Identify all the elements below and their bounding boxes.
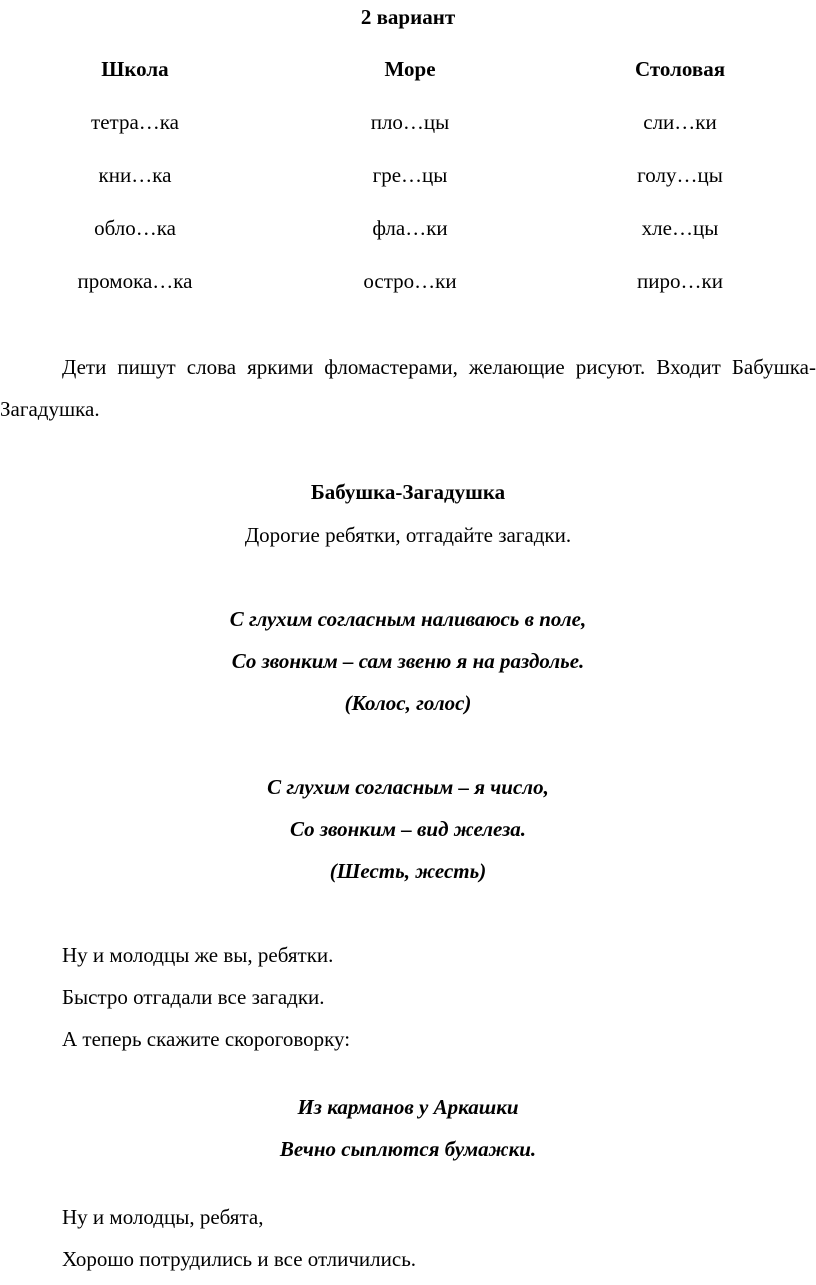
praise-line: А теперь скажите скороговорку: [62, 1027, 351, 1051]
riddle-line: Со звонким – сам звеню я на раздолье. [231, 649, 585, 673]
table-cell: обло…ка [94, 216, 176, 240]
table-header-canteen: Столовая [634, 57, 726, 81]
table-cell: фла…ки [372, 216, 448, 240]
riddle-line: С глухим согласным – я число, [267, 775, 549, 799]
riddle-line: С глухим согласным наливаюсь в поле, [229, 607, 587, 631]
table-cell: пло…цы [370, 110, 450, 134]
table-cell: гре…цы [372, 163, 448, 187]
riddle-answer: (Шесть, жесть) [329, 859, 487, 883]
stage-direction-paragraph: Дети пишут слова яркими фломастерами, желающие рисуют. Входит Бабушка-Загадушка. [0, 355, 816, 421]
closing-line: Хорошо потрудились и все отличились. [62, 1247, 417, 1271]
tongue-twister-line: Из карманов у Аркашки [297, 1095, 519, 1119]
tongue-twister-line: Вечно сыплются бумажки. [279, 1137, 537, 1161]
praise-line: Ну и молодцы же вы, ребятки. [62, 943, 334, 967]
riddle-answer: (Колос, голос) [344, 691, 472, 715]
table-header-sea: Море [384, 57, 436, 81]
table-header-school: Школа [101, 57, 169, 81]
table-cell: остро…ки [363, 269, 457, 293]
table-cell: сли…ки [643, 110, 717, 134]
table-cell: тетра…ка [91, 110, 179, 134]
page-title: 2 вариант [360, 5, 456, 29]
riddle-line: Со звонким – вид железа. [289, 817, 527, 841]
speaker-name: Бабушка-Загадушка [310, 480, 506, 504]
table-cell: пиро…ки [637, 269, 723, 293]
closing-line: Ну и молодцы, ребята, [62, 1205, 264, 1229]
table-cell: промока…ка [77, 269, 193, 293]
table-cell: голу…цы [637, 163, 723, 187]
praise-line: Быстро отгадали все загадки. [62, 985, 325, 1009]
table-cell: хле…цы [641, 216, 719, 240]
speaker-greeting: Дорогие ребятки, отгадайте загадки. [244, 523, 572, 547]
table-cell: кни…ка [98, 163, 172, 187]
